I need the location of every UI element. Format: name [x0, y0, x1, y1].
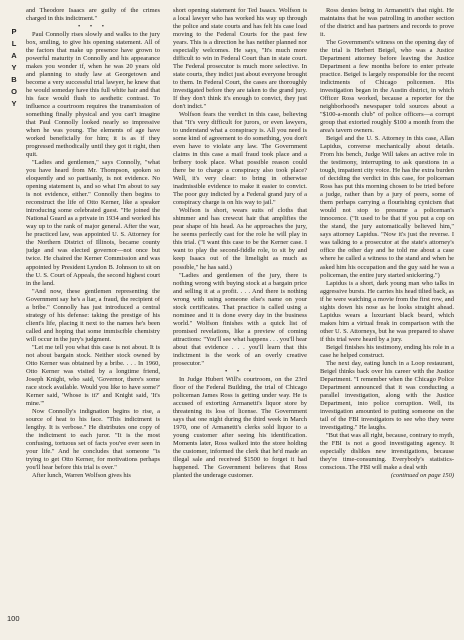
masthead-letter: O: [11, 87, 17, 96]
paragraph: In Judge Hubert Will's courtroom, on the 23rd floor of the Federal Building, the trial of Chicago policeman James Ross is getting under way. He is accused of extorting Armanetti's liquor store by threatening its loss of license. The Government says that one night during the third week in March 1970, one of Armanetti's clerks sold liquor to a young customer after seeing his identification. Moments later, Ross walked into the store holding the customer, informed the clerk that he'd made an illegal sale and received $1500 to forget it had happened. The Government believes that Ross planted the underage customer.: [173, 375, 307, 479]
masthead-letter: P: [11, 27, 17, 36]
paragraph: Beigel and the U. S. Attorney in this case, Allan Lapidus, converse mechanically about details. From his bench, Judge Will takes an active role in the testimony, interrupting to ask questions in a tough, impatient city voice. He has the extra burden of deciding the verdict in this case, for policeman Ross has put this morning chosen to be tried before a judge, rather than by a jury of peers, some of them perhaps carrying a flourishing cynicism that would not stop to presume a policeman's innocence. ("It used to be that if you put a cop on the stand, the jury automatically believed him," says attorney Lapidus. "Now it's just the reverse. I was talking to a prosecutor at the state's attorney's office the other day and he told me about a case where he called a witness to the stand and when he asked him his occupation and the guy said he was a policeman, the entire jury started snickering."): [320, 135, 454, 279]
paragraph: "Let me tell you what this case is not about. It is not about bargain stock. Neither stock owned by Otto Kerner was obtained by a bribe. . . . In 1960, Otto Kerner was visited by a longtime friend, Joseph Knight, who said, 'Governor, there's some race stock available. Would you like to have some?' Kerner said, 'Whose is it?' and Knight said, 'It's mine.'": [26, 343, 160, 407]
masthead-letter: B: [11, 75, 17, 84]
column-2: [173, 7, 307, 633]
paragraph: The Government's witness on the opening day of the trial is Herbert Beigel, who was a Justice Department attorney before leaving the Justice Department a few months before to enter private practice. Beigel is largely responsible for the recent indictments of Chicago policemen. His investigation began in the Austin district, in which Officer Ross worked, because a reporter for the neighborhood's newspaper told sources about a "$100-a-month club" of police officers—a corrupt group that extorted roughly $100 a month from the area's tavern owners.: [320, 39, 454, 135]
masthead-letter: Y: [11, 99, 17, 108]
column-1: [26, 7, 160, 633]
article-body: [26, 7, 454, 633]
column-3: [320, 7, 454, 633]
paragraph: "Ladies and gentlemen," says Connolly, "what you have heard from Mr. Thompson, spoken so eloquently and so partisanly, is not evidence. No opening statement is, and so what I'm about to say is not evidence, either." Connolly then begins to reconstruct the life of Otto Kerner, like a speaker introducing some celebrated guest. "He joined the National Guard as a private in 1934 and worked his way up to the rank of major general. After the war, he practiced law, was appointed U. S. Attorney for the Northern District of Illinois, became county judge and was elected governor—not once but twice. He chaired the Kerner Commission and was appointed by President Lyndon B. Johnson to sit on the U. S. Court of Appeals, the second highest court in the land.: [26, 159, 160, 287]
paragraph: "And now, these gentlemen representing the Government say he's a liar, a fraud, the recipient of a bribe." Connolly has just introduced a central strategy of his defense: taking the prestige of his client's life, placing it next to the names he's been called and hoping that some immiscible chemistry will occur in the jury's judgment.: [26, 287, 160, 343]
page-number: 100: [7, 614, 20, 623]
masthead-letter: Y: [11, 63, 17, 72]
paragraph: Wolfson is short, wears suits of cloths that shimmer and has crewcut hair that amplifies the pear shape of his head. As he approaches the jury, he seems perfectly cast for the role he will play in this trial. ("I want this case to be the Kerner case. I want to play the second-fiddle role, to sit by and keep Isaacs out of the limelight as much as possible," he has said.): [173, 207, 307, 271]
continuation-note: (continued on page 150): [390, 471, 454, 479]
paragraph: After lunch, Warren Wolfson gives his: [32, 471, 131, 479]
magazine-masthead-vertical: [9, 26, 19, 110]
paragraph: Wolfson fears the verdict in this case, believing that "It's very difficult for jurors, or even lawyers, to understand what a conspiracy is. All you need is some kind of agreement to do something, you don't even have to violate any law. The Government claims in this case a mail fraud took place and a bribery took place. What possible reason could there be to charge a conspiracy also took place? Well, it's very clear: to bring in otherwise inadmissible evidence to make it easier to convict. The poor guy indicted by a Federal grand jury of a conspiracy charge is on his way to jail.": [173, 111, 307, 207]
paragraph: "Ladies and gentlemen of the jury, there is nothing wrong with buying stock at a bargain price and selling it at a profit. . . . And there is nothing wrong with using someone else's name on your stock certificates. That practice is called using a nominee and it is done every day in the business world." Wolfson finishes with a quick list of promised revelations, like a preview of coming attractions: "You'll see what happens . . . you'll hear about that evidence . . . you'll learn that this indictment is the work of an overly creative prosecutor.": [173, 271, 307, 367]
paragraph: The next day, eating lunch in a Loop restaurant, Beigel thinks back over his career with the Justice Department. "I remember when the Chicago Police Department announced that it was conducting a parallel investigation, along with the Justice Department, into police corruption. Well, its investigation amounted to putting someone on the tail of the FBI investigators to see who they were investigating." He laughs.: [320, 359, 454, 431]
masthead-letter: L: [11, 39, 17, 48]
paragraph: Paul Connolly rises slowly and walks to the jury box, smiling, to give his opening statement. All of the factors that make up presence have grown to powerful maturity in Connolly and his appearance makes you wonder if, when he was 20 years old and planning to study law at Georgetown and become a very successful trial lawyer, he knew that he would someday have this full white hair and that his face would flush to aesthetic contrast. To influence a courtroom requires the transmission of something finally physical and you can't imagine that Paul Connolly looked nearly so impressive when he was young. The elements of age have worked beneficially for him; it is as if they progressed methodically until they got it right, then quit.: [26, 31, 160, 159]
paragraph: Now Connolly's indignation begins to rise, a source of heat to his face. "This indictment is lengthy. It is verbose." He distributes one copy of the indictment to each juror. "It is the most confusing, tortuous set of facts you've ever seen in your life." And he concludes that someone "is trying to get Otto Kerner, for motivations perhaps you'll hear before this trial is over.": [26, 407, 160, 471]
paragraph: Beigel finishes his testimony, ending his role in a case he helped construct.: [320, 343, 454, 359]
paragraph: Lapidus is a short, dark young man who talks in aggressive bursts. He carries his head tilted back, as if he were watching a movie from the first row, and sights down his nose as he looks straight ahead. Lapidus wears a luxuriant black beard, which makes him a virtual freak in comparison with the other U. S. Attorneys, but he was prepared to shave if this trial were heard by a jury.: [320, 279, 454, 343]
paragraph: Ross denies being in Armanetti's that night. He maintains that he was patrolling in another section of the district and has partners and records to prove it.: [320, 7, 454, 39]
paragraph: and Theodore Isaacs are guilty of the crimes charged in this indictment.": [26, 7, 160, 23]
masthead-letter: A: [11, 51, 17, 60]
section-separator: • • •: [225, 367, 255, 375]
paragraph: short opening statement for Ted Isaacs. Wolfson is a local lawyer who has worked his way up through the police and state courts and has felt his case load moving to the Federal Courts for the past few years. This is a direction he has neither planned nor especially welcomes. He says, "It's much more difficult to win in Federal Court than in state court. The Federal prosecutor is much more selective. In state courts, they indict just about everyone brought to them. In Federal Court, the cases are thoroughly investigated before they are taken to the grand jury. If they don't think it's enough to convict, they just don't indict.": [173, 7, 307, 111]
paragraph: "But that was all right, because, contrary to myth, the FBI is not a good investigating agency. It especially dislikes new investigations, because they're time-consuming. Everybody's statistics-conscious. The FBI will make a deal with: [320, 431, 454, 471]
section-separator: • • •: [78, 23, 108, 31]
